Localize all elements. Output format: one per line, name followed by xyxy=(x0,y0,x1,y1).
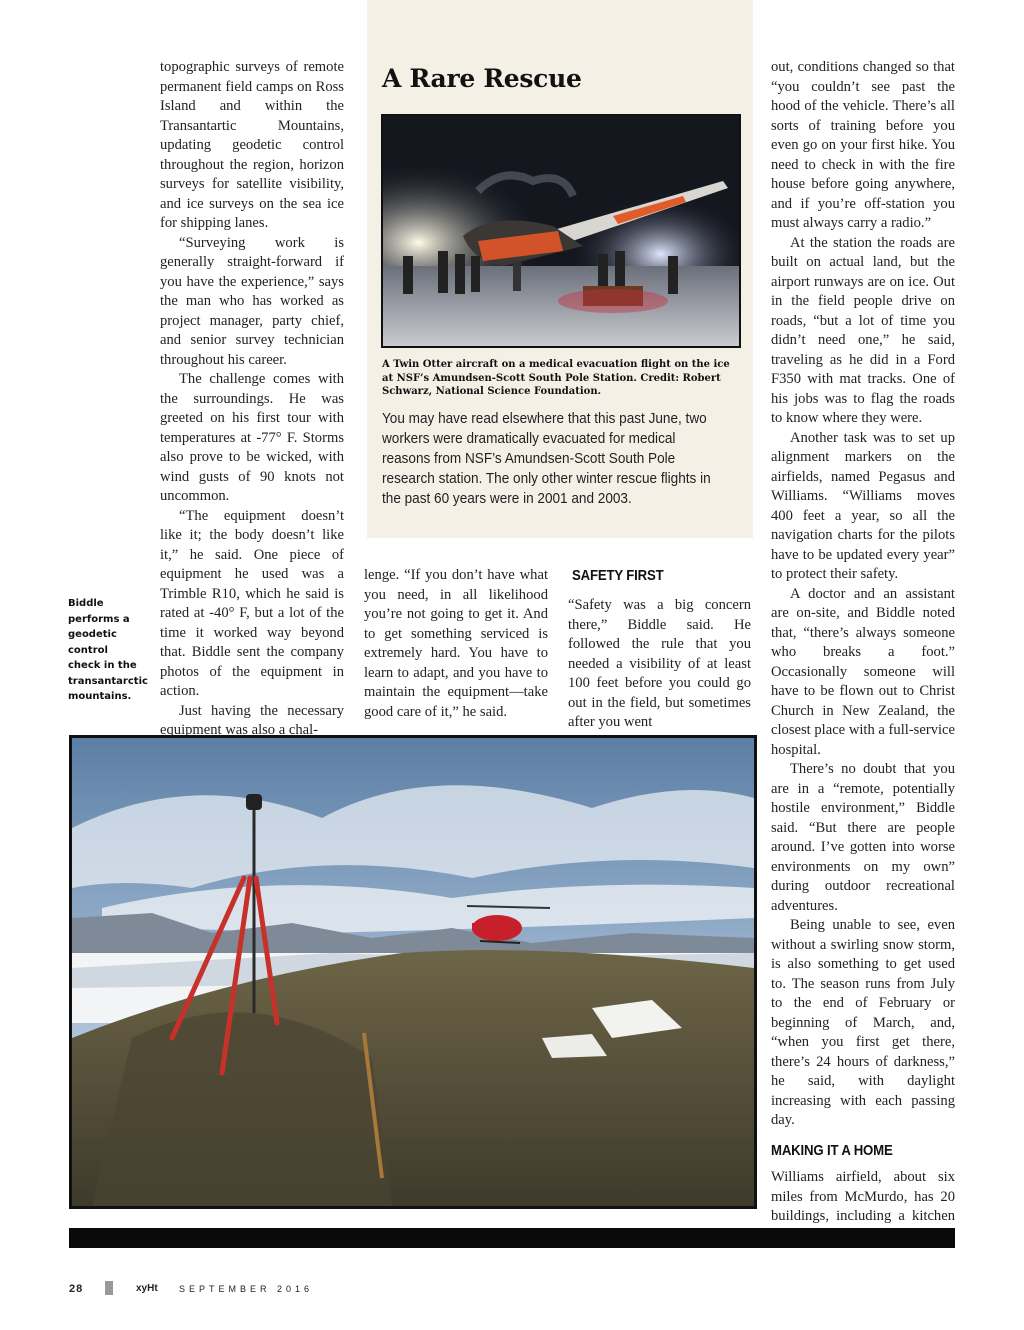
paragraph: The challenge comes with the surroundings. He was greeted on his first tour with temperatures at -77° F. Storms also prove to be wicked, with wind gusts of 90 knots not uncommon. xyxy=(160,371,344,504)
footer-divider xyxy=(105,1281,113,1295)
paragraph: At the station the roads are built on actual land, but the airport runways are on ice. Out in the field people drive on roads, “but a lot of time you didn’t need one,” he said, traveling as he did in a Ford F350 with mat tracks. One of his jobs was to flag the roads to know where they were. xyxy=(771,234,955,426)
article-column-3 xyxy=(568,596,751,733)
paragraph: There’s no doubt that you are in a “remote, potentially hostile environment,” Biddle said. “But there are people around. I’ve gotten into worse environments on my own” during outdoor recreational adventures. xyxy=(771,761,955,914)
paragraph: Williams airfield, about six miles from McMurdo, has 20 buildings, including a kitchen xyxy=(771,1169,955,1224)
paragraph: “The equipment doesn’t like it; the body doesn’t like it,” he said. One piece of equipment he used was a Trimble R10, which he said is rated at -40° F, but a lot of the time it worked way beyond that. Biddle sent the company photos of the equipment in action. xyxy=(160,507,344,699)
safety-first-heading: SAFETY FIRST xyxy=(572,567,664,584)
paragraph: “Safety was a big concern there,” Biddle said. He followed the rule that you needed a visibility of at least 100 feet before you could go out in the field, but sometimes after you went xyxy=(568,597,751,730)
helicopter-survey-photo xyxy=(69,735,757,1209)
paragraph: A doctor and an assistant are on-site, and Biddle noted that, “there’s always someone who breaks a foot.” Occasionally someone will have to be flown out to Christ Church in New Zealand, the closest place with a full-service hospital. xyxy=(771,585,955,758)
magazine-name: xyHt xyxy=(136,1283,158,1294)
article-column-2 xyxy=(364,566,548,722)
mountain-survey-illustration xyxy=(72,738,754,1206)
twin-otter-illustration xyxy=(383,116,739,346)
paragraph: Just having the necessary equipment was also a chal- xyxy=(160,702,344,738)
paragraph: Being unable to see, even without a swirling snow storm, is also something to get used to. The season runs from July to the end of February or beginning of March, and, “when you first get there, there’s 24 hours of darkness,” he said, with daylight increasing with each passing day. xyxy=(771,917,955,1128)
making-it-a-home-heading: MAKING IT A HOME xyxy=(771,1141,893,1159)
article-column-1 xyxy=(160,58,344,741)
paragraph: out, conditions changed so that “you couldn’t see past the hood of the vehicle. There’s all sorts of training before you even go on your first hike. You need to check in with the fire house before going anywhere, and if you’re off-station you must always carry a radio.” xyxy=(771,59,955,231)
paragraph: lenge. “If you don’t have what you need, in all likelihood you’re not going to get it. And to get something serviced is extremely hard. You have to learn to adapt, and you have to maintain the equipment—take good care of it,” he said. xyxy=(364,567,548,720)
bottom-bar xyxy=(69,1228,955,1248)
twin-otter-photo xyxy=(381,114,741,348)
paragraph: Another task was to set up alignment markers on the airfields, named Pegasus and Williams. “Williams moves 400 feet a year, so all the navigation charts for the pilots have to be updated every year” to protect their safety. xyxy=(771,429,955,582)
photo-caption: A Twin Otter aircraft on a medical evacuation flight on the ice at NSF’s Amundsen-Scott South Pole Station. Credit: Robert Schwarz, National Science Foundation. xyxy=(382,359,730,397)
paragraph: topographic surveys of remote permanent field camps on Ross Island and within the Transantartic Mountains, updating geodetic control throughout the region, horizon surveys for satellite visibility, and ice surveys on the sea ice for shipping lanes. xyxy=(160,59,344,231)
article-column-4 xyxy=(771,58,955,1246)
paragraph: “Surveying work is generally straight-forward if you have the experience,” says the man who has worked as project manager, party chief, and senior survey technician throughout his career. xyxy=(160,234,344,368)
sidebar-body-text: You may have read elsewhere that this past June, two workers were dramatically evacuated for medical reasons from NSF’s Amundsen-Scott South Pole research station. The only other winter rescue flights in the past 60 years were in 2001 and 2003. xyxy=(382,411,711,507)
issue-date: SEPTEMBER 2016 xyxy=(179,1284,314,1294)
page-number: 28 xyxy=(69,1283,84,1295)
sidebar-title: A Rare Rescue xyxy=(382,64,582,93)
side-photo-caption: Biddle performs a geodetic control check in the transantarctic mountains. xyxy=(68,598,148,702)
